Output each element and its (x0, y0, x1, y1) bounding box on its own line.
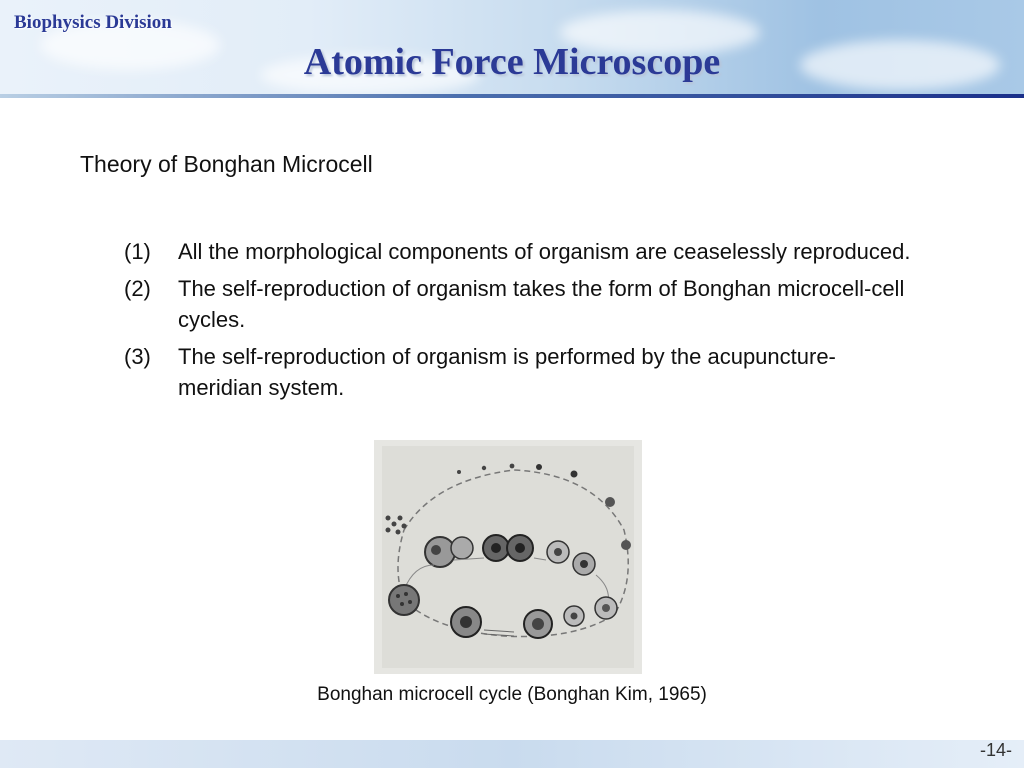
theory-list (124, 236, 914, 409)
list-item-text: The self-reproduction of organism is performed by the acupuncture-meridian system. (178, 344, 836, 400)
figure-caption: Bonghan microcell cycle (Bonghan Kim, 1965) (317, 684, 707, 705)
page-number: -14- (979, 740, 1012, 760)
list-item (124, 341, 914, 403)
header-rule (0, 94, 1024, 98)
list-item (124, 273, 914, 335)
slide-title: Atomic Force Microscope (303, 41, 721, 83)
section-heading: Theory of Bonghan Microcell (80, 151, 373, 177)
list-item-number: (3) (124, 344, 151, 369)
list-item-text: The self-reproduction of organism takes the form of Bonghan microcell-cell cycles. (178, 276, 905, 332)
slide-footer (0, 740, 1024, 768)
list-item-text: All the morphological components of organism are ceaselessly reproduced. (178, 239, 911, 264)
list-item-number: (1) (124, 239, 151, 264)
list-item-number: (2) (124, 276, 151, 301)
list-item (124, 236, 914, 267)
division-label: Biophysics Division (14, 12, 172, 33)
microcell-cycle-figure (374, 440, 642, 674)
